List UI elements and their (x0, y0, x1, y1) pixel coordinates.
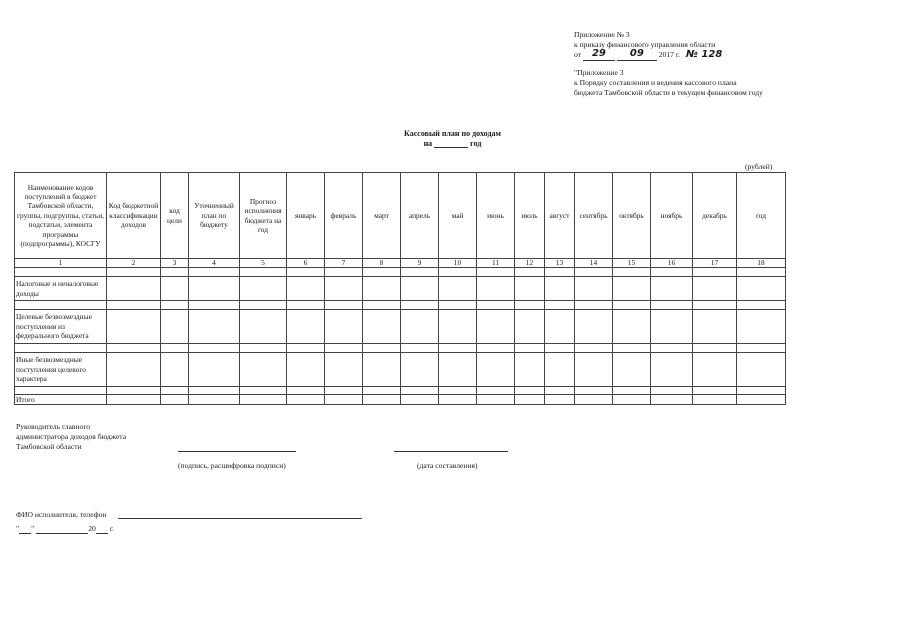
executor-date-line (16, 524, 114, 534)
appendix-line-2: к приказу финансового управления области (574, 40, 716, 49)
header-plan: Уточненный план по бюджету (189, 173, 240, 259)
header-dec: декабрь (693, 173, 737, 259)
title-na: на (423, 139, 433, 148)
colnum: 5 (240, 259, 287, 268)
date-day (583, 47, 615, 61)
quote-close: " (31, 524, 35, 533)
colnum: 8 (363, 259, 401, 268)
header-may: май (439, 173, 477, 259)
header-goal: код цели (161, 173, 189, 259)
colnum: 2 (107, 259, 161, 268)
header-sep: сентябрь (575, 173, 613, 259)
month-blank (36, 525, 88, 534)
signature-line (178, 451, 296, 452)
column-number-row (15, 259, 786, 268)
spacer-row (15, 387, 786, 395)
signer-line-2: администратора доходов бюджета (16, 432, 127, 441)
colnum: 15 (613, 259, 651, 268)
header-aug: август (545, 173, 575, 259)
document-subtitle (0, 139, 905, 148)
colnum: 18 (737, 259, 786, 268)
header-row (15, 173, 786, 259)
colnum: 6 (287, 259, 325, 268)
spacer-row (15, 268, 786, 277)
row-label-federal: Целевые безвозмездные поступления из федерального бюджета (15, 310, 107, 344)
year-suffix: г. (109, 524, 114, 533)
header-apr: апрель (401, 173, 439, 259)
header-code: Код бюджетной классификации доходов (107, 173, 161, 259)
executor-label: ФИО исполнителя, телефон (16, 510, 107, 519)
header-year: год (737, 173, 786, 259)
header-oct: октябрь (613, 173, 651, 259)
colnum: 11 (477, 259, 515, 268)
unit-label: (рублей) (745, 162, 773, 171)
colnum: 17 (693, 259, 737, 268)
row-label-tax: Налоговые и неналоговые доходы (15, 277, 107, 301)
colnum: 4 (189, 259, 240, 268)
cash-plan-table (14, 172, 786, 405)
date-year: 2017 г. (658, 50, 680, 59)
date-prefix: от (574, 50, 582, 59)
colnum: 13 (545, 259, 575, 268)
quote-open: " (16, 524, 20, 533)
date-month (617, 47, 657, 61)
appendix-date-line (574, 47, 722, 61)
signature-caption: (подпись, расшифровка подписи) (178, 461, 286, 470)
colnum: 16 (651, 259, 693, 268)
header-name: Наименование кодов поступлений в бюджет Тамбовской области, группы, подгруппы, статьи, подстатьи, элемента программы (подпрограммы), КОСГУ (15, 173, 107, 259)
year-blank (434, 139, 468, 148)
header-forecast: Прогноз исполнения бюджета на год (240, 173, 287, 259)
table-row (15, 353, 786, 387)
header-mar: март (363, 173, 401, 259)
row-label-other: Иные безвозмездные поступления целевого характера (15, 353, 107, 387)
signer-line-3: Тамбовской области (16, 442, 82, 451)
header-feb: февраль (325, 173, 363, 259)
appendix-line-1: Приложение № 3 (574, 30, 630, 39)
appendix-line-6: бюджета Тамбовской области в текущем финансовом году (574, 88, 763, 97)
table-row (15, 277, 786, 301)
colnum: 3 (161, 259, 189, 268)
order-number: № 128 (685, 49, 723, 60)
appendix-line-5: к Порядку составления и ведения кассового плана (574, 78, 737, 87)
table-row (15, 395, 786, 405)
colnum: 14 (575, 259, 613, 268)
header-jun: июнь (477, 173, 515, 259)
date-month-value: 09 (629, 48, 644, 59)
title-god: год (470, 139, 482, 148)
day-blank (19, 525, 31, 534)
year-blank-2 (96, 525, 108, 534)
date-compiled-line (394, 451, 508, 452)
header-jul: июль (515, 173, 545, 259)
colnum: 9 (401, 259, 439, 268)
spacer-row (15, 301, 786, 310)
colnum: 7 (325, 259, 363, 268)
colnum: 12 (515, 259, 545, 268)
appendix-line-4: "Приложение 3 (574, 68, 624, 77)
colnum: 10 (439, 259, 477, 268)
date-day-value: 29 (591, 48, 606, 59)
table-row (15, 310, 786, 344)
signer-line-1: Руководитель главного (16, 422, 91, 431)
spacer-row (15, 344, 786, 353)
row-label-total: Итого (15, 395, 107, 405)
executor-line (118, 518, 362, 519)
year-prefix: 20 (88, 524, 96, 533)
date-caption: (дата составления) (417, 461, 478, 470)
colnum: 1 (15, 259, 107, 268)
header-jan: январь (287, 173, 325, 259)
document-title: Кассовый план по доходам (404, 129, 501, 138)
header-nov: ноябрь (651, 173, 693, 259)
